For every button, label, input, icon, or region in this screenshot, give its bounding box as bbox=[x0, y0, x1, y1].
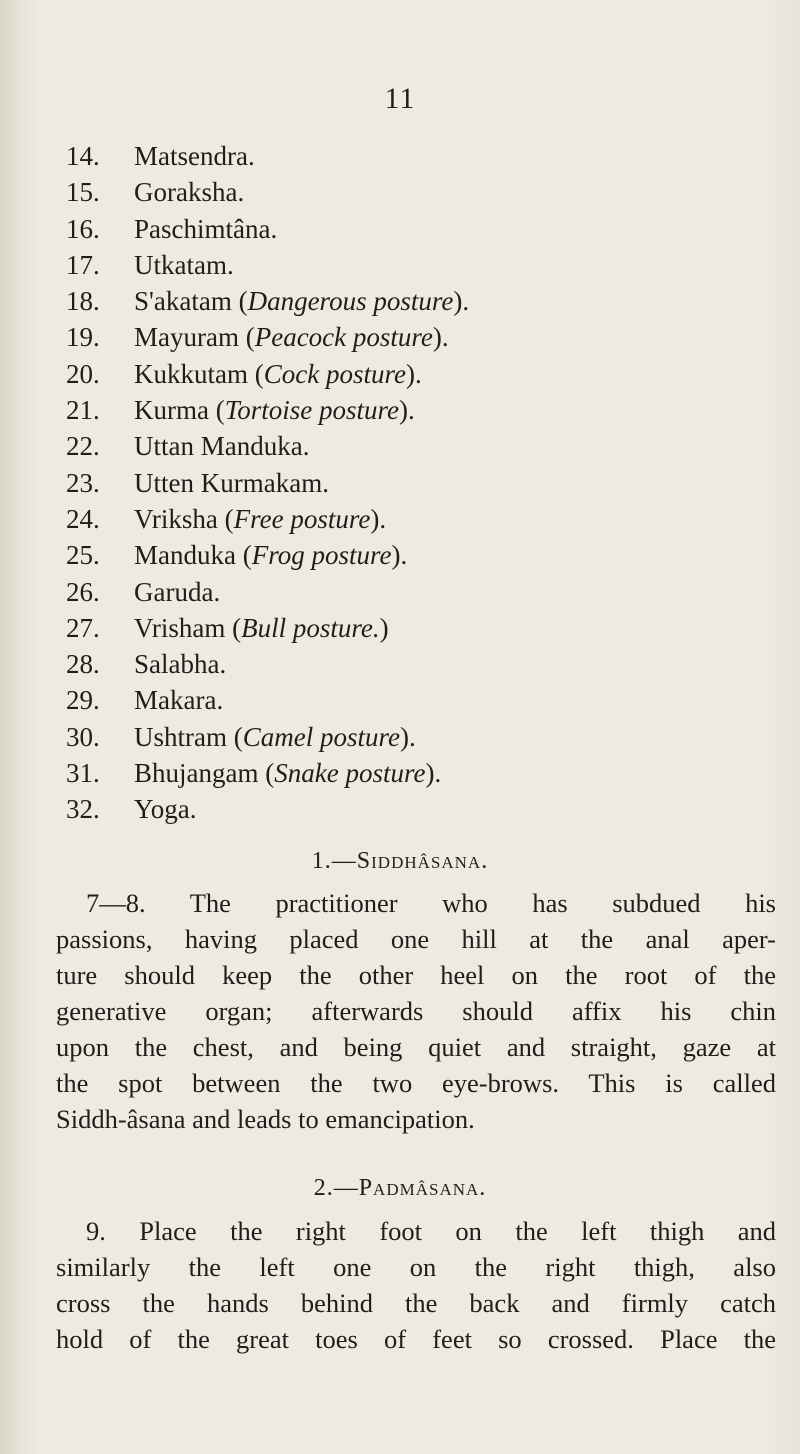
paragraph-line: upon the chest, and being quiet and straight, gaze at bbox=[56, 1032, 776, 1062]
list-item-number: 20. bbox=[66, 358, 100, 389]
list-item-number: 19. bbox=[66, 322, 100, 353]
list-item-name: Kukkutam ( bbox=[134, 358, 264, 389]
list-item bbox=[66, 356, 469, 392]
list-item-number: 17. bbox=[66, 249, 100, 280]
list-item bbox=[66, 211, 469, 247]
section-heading-padmasana bbox=[0, 1175, 800, 1202]
list-item-punctuation: ) bbox=[379, 612, 389, 643]
paragraph-line: 9. Place the right foot on the left thigh and bbox=[86, 1216, 776, 1246]
paragraph-line: Siddh-âsana and leads to emancipation. bbox=[56, 1104, 475, 1134]
list-item-gloss: Frog posture bbox=[251, 540, 392, 571]
list-item-number: 31. bbox=[66, 758, 100, 789]
list-item bbox=[66, 537, 469, 573]
list-item-number: 18. bbox=[66, 286, 100, 317]
list-item-punctuation: ). bbox=[391, 540, 408, 571]
section-heading-siddhasana bbox=[0, 848, 800, 875]
paragraph-siddhasana bbox=[56, 885, 776, 1137]
list-item-number: 28. bbox=[66, 649, 100, 680]
paragraph-line: similarly the left one on the right thigh, also bbox=[56, 1252, 776, 1282]
list-item-number: 30. bbox=[66, 721, 100, 752]
list-item bbox=[66, 755, 469, 791]
paragraph-padmasana bbox=[56, 1213, 776, 1357]
list-item-name: Goraksha. bbox=[134, 177, 245, 208]
list-item-number: 22. bbox=[66, 431, 100, 462]
list-item bbox=[66, 682, 469, 718]
paragraph-line: hold of the great toes of feet so crossed. Place the bbox=[56, 1324, 776, 1354]
list-item-number: 21. bbox=[66, 395, 100, 426]
section-heading-number: 2.— bbox=[313, 1175, 359, 1201]
list-item-name: Salabha. bbox=[134, 649, 227, 680]
list-item-punctuation: ). bbox=[425, 758, 442, 789]
list-item bbox=[66, 174, 469, 210]
list-item bbox=[66, 719, 469, 755]
paragraph-line: generative organ; afterwards should affix his chin bbox=[56, 996, 776, 1026]
list-item-gloss: Tortoise posture bbox=[224, 395, 400, 426]
list-item-name: S'akatam ( bbox=[134, 286, 248, 317]
list-item bbox=[66, 319, 469, 355]
list-item-number: 32. bbox=[66, 794, 100, 825]
list-item bbox=[66, 283, 469, 319]
list-item-name: Uttan Manduka. bbox=[134, 431, 310, 462]
page-number: 11 bbox=[384, 82, 416, 115]
list-item-number: 29. bbox=[66, 685, 100, 716]
list-item bbox=[66, 610, 469, 646]
paragraph-line: the spot between the two eye-brows. This is called bbox=[56, 1068, 776, 1098]
paragraph-line: 7—8. The practitioner who has subdued his bbox=[86, 888, 776, 918]
list-item-gloss: Bull posture. bbox=[241, 612, 380, 643]
list-item-punctuation: ). bbox=[399, 721, 416, 752]
section-heading-title: Padmâsana. bbox=[358, 1175, 487, 1201]
list-item-gloss: Snake posture bbox=[274, 758, 426, 789]
list-item-punctuation: ). bbox=[370, 503, 387, 534]
list-item bbox=[66, 791, 469, 827]
list-item bbox=[66, 392, 469, 428]
list-item-name: Utten Kurmakam. bbox=[134, 467, 329, 498]
list-item-gloss: Camel posture bbox=[242, 721, 400, 752]
paragraph-line: cross the hands behind the back and firmly catch bbox=[56, 1288, 776, 1318]
list-item-name: Kurma ( bbox=[134, 395, 225, 426]
list-item-number: 27. bbox=[66, 612, 100, 643]
list-item bbox=[66, 574, 469, 610]
list-item-number: 14. bbox=[66, 141, 100, 171]
list-item-number: 25. bbox=[66, 540, 100, 571]
list-item-gloss: Cock posture bbox=[263, 358, 406, 389]
list-item-number: 26. bbox=[66, 576, 100, 607]
asana-list bbox=[66, 138, 469, 828]
list-item-number: 23. bbox=[66, 467, 100, 498]
list-item-number: 16. bbox=[66, 213, 100, 244]
list-item-name: Garuda. bbox=[134, 576, 221, 607]
list-item-name: Makara. bbox=[134, 685, 224, 716]
list-item-name: Utkatam. bbox=[134, 249, 234, 280]
list-item-punctuation: ). bbox=[453, 286, 470, 317]
list-item-name: Vrisham ( bbox=[134, 612, 242, 643]
paragraph-line: passions, having placed one hill at the anal aper- bbox=[56, 924, 776, 954]
list-item-punctuation: ). bbox=[432, 322, 449, 353]
list-item-name: Ushtram ( bbox=[134, 721, 243, 752]
list-item bbox=[66, 247, 469, 283]
list-item-punctuation: ). bbox=[399, 395, 415, 426]
list-item-punctuation: ). bbox=[405, 358, 422, 389]
list-item bbox=[66, 465, 469, 501]
list-item-number: 24. bbox=[66, 503, 100, 534]
list-item bbox=[66, 501, 469, 537]
list-item-gloss: Dangerous posture bbox=[247, 286, 454, 317]
list-item-name: Bhujangam ( bbox=[134, 758, 275, 789]
list-item-name: Matsendra. bbox=[134, 141, 255, 171]
list-item-gloss: Peacock posture bbox=[254, 322, 433, 353]
list-item-name: Yoga. bbox=[134, 794, 197, 825]
section-heading-title: Siddhâsana. bbox=[356, 848, 489, 874]
section-heading-number: 1.— bbox=[311, 848, 357, 874]
list-item-name: Paschimtâna. bbox=[134, 213, 278, 244]
list-item-name: Vriksha ( bbox=[134, 503, 234, 534]
list-item-name: Manduka ( bbox=[134, 540, 252, 571]
list-item-gloss: Free posture bbox=[233, 503, 371, 534]
paragraph-line: ture should keep the other heel on the root of the bbox=[56, 960, 776, 990]
list-item-name: Mayuram ( bbox=[134, 322, 255, 353]
list-item bbox=[66, 138, 469, 174]
list-item bbox=[66, 428, 469, 464]
list-item-number: 15. bbox=[66, 177, 100, 208]
list-item bbox=[66, 646, 469, 682]
